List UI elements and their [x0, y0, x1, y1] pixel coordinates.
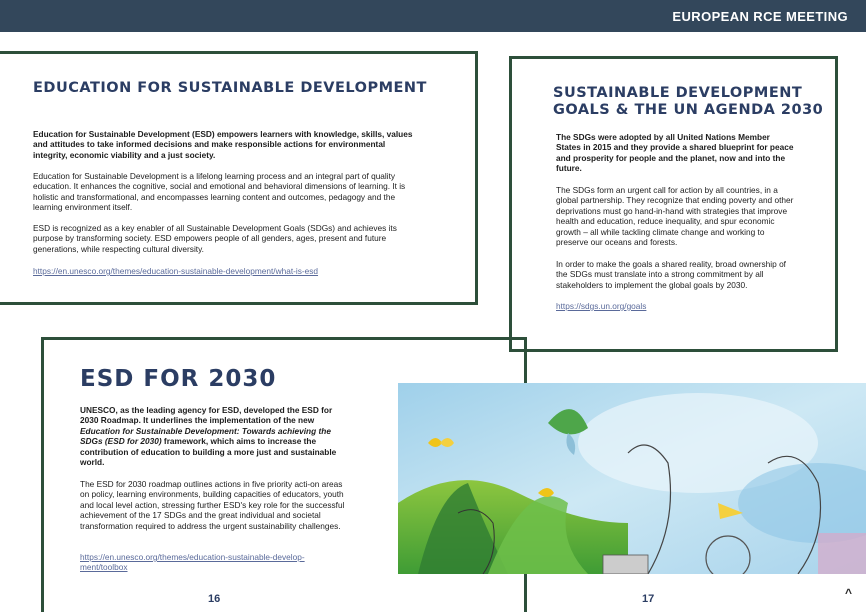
esd2030-intro-part1: UNESCO, as the leading agency for ESD, developed the ESD for 2030 Roadmap. It underlines the implementation of the new [80, 405, 333, 426]
sdg-title: SUSTAINABLE DEVELOPMENT GOALS & THE UN AGENDA 2030 [553, 85, 824, 119]
sdg-ownership-paragraph: In order to make the goals a shared reality, broad ownership of the SDGs must translate into a strong commitment by all stakeholders to implement the global goals by 2030. [556, 259, 786, 290]
sustainability-illustration [398, 383, 866, 574]
page-number-left: 16 [208, 593, 221, 605]
sdg-link[interactable]: https://sdgs.un.org/goals [556, 301, 647, 311]
header-title: EUROPEAN RCE MEETING [672, 9, 848, 24]
esd2030-framework-title: Education for Sustainable Development: Towards achieving the SDGs (ESD for 2030) [80, 425, 331, 447]
esd-title: EDUCATION FOR SUSTAINABLE DEVELOPMENT [33, 80, 427, 96]
page-number-right: 17 [642, 593, 655, 605]
scroll-up-icon[interactable]: ^ [845, 586, 853, 600]
header-bar [0, 0, 866, 32]
color-splash [818, 533, 866, 574]
esd2030-title: ESD FOR 2030 [80, 366, 277, 392]
esd-enabler-paragraph: ESD is recognized as a key enabler of all Sustainable Development Goals (SDGs) and achieves its purpose by transforming society. ESD empowers people of all genders, ages, present and future generations, while respecting cultural diversity. [33, 223, 397, 254]
esd2030-link-line2: ment/toolbox [80, 562, 128, 573]
sdg-call-paragraph: The SDGs form an urgent call for action by all countries, in a global partnership. They recognize that ending poverty and other deprivations must go hand-in-hand with strategies that improve health and education, reduce inequality, and spur economic growth – all while tackling climate change and working to preserve our oceans and forests. [556, 185, 794, 248]
esd2030-roadmap-paragraph: The ESD for 2030 roadmap outlines actions in five priority acti-on areas on policy, learning environments, building capacities of educators, youth and local level action, stressing further ESD's key role for the successful achievement of the 17 SDGs and the great individual and societal transformation required to address the urgent sustainability challenges. [80, 479, 345, 531]
illustration-svg [398, 383, 866, 574]
esd-link[interactable]: https://en.unesco.org/themes/education-sustainable-development/what-is-esd [33, 266, 319, 276]
esd2030-intro-part2: framework, which aims to increase the contribution of education to building a more just and sustainable world. [80, 436, 337, 468]
books-shape [603, 555, 648, 574]
esd-intro-paragraph: Education for Sustainable Development (ESD) empowers learners with knowledge, skills, values and attitudes to take informed decisions and make responsible actions for environmental integrity, economic viability and a just society. [33, 129, 413, 160]
esd2030-link[interactable] [80, 552, 330, 573]
esd2030-link-line1: https://en.unesco.org/themes/education-sustainable-develop- [80, 552, 305, 562]
sdg-intro-paragraph: The SDGs were adopted by all United Nations Member States in 2015 and they provide a shared blueprint for peace and prosperity for people and the planet, now and into the future. [556, 132, 794, 174]
esd-lifelong-paragraph: Education for Sustainable Development is a lifelong learning process and an integral part of quality education. It enhances the cognitive, social and emotional and behavioral dimensions of learning. It is holistic and transformational, and encompasses learning content and outcomes, pedagogy and the learning environment itself. [33, 171, 406, 213]
esd2030-intro-paragraph [80, 405, 350, 467]
